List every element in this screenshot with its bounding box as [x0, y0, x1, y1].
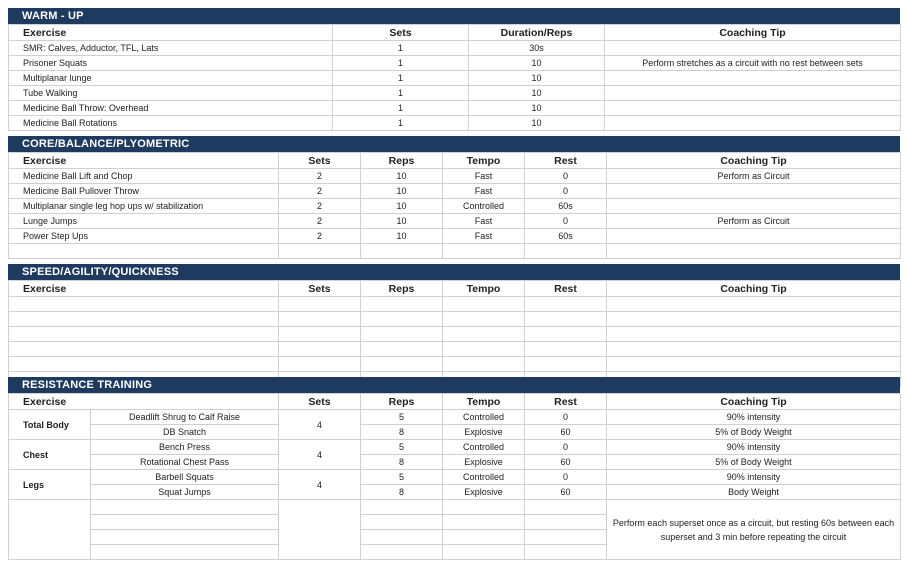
duration-cell: 10 [469, 101, 605, 116]
sets-cell: 4 [279, 410, 361, 440]
table-row [9, 229, 901, 244]
exercise-cell: Medicine Ball Throw: Overhead [9, 101, 333, 116]
table-row [9, 116, 901, 131]
saq-section-header: SPEED/AGILITY/QUICKNESS [8, 264, 900, 280]
rest-cell: 0 [525, 184, 607, 199]
tempo-cell: Fast [443, 229, 525, 244]
sets-cell: 1 [333, 71, 469, 86]
tip-cell: 5% of Body Weight [607, 425, 901, 440]
core-header-row [9, 153, 901, 169]
warmup-section-header: WARM - UP [8, 8, 900, 24]
table-row [9, 244, 901, 259]
sets-cell: 1 [333, 101, 469, 116]
table-row [9, 71, 901, 86]
warmup-table [8, 24, 901, 131]
tempo-cell: Controlled [443, 470, 525, 485]
table-row [9, 455, 901, 470]
rest-cell: 60 [525, 485, 607, 500]
table-row [9, 184, 901, 199]
table-row [9, 41, 901, 56]
tempo-cell: Controlled [443, 199, 525, 214]
reps-cell: 8 [361, 425, 443, 440]
col-header-coaching-tip: Coaching Tip [607, 394, 901, 410]
col-header-coaching-tip: Coaching Tip [605, 25, 901, 41]
col-header-sets: Sets [279, 153, 361, 169]
tip-cell: Perform stretches as a circuit with no rest between sets [605, 56, 901, 71]
exercise-cell: Medicine Ball Pullover Throw [9, 184, 279, 199]
reps-cell: 10 [361, 214, 443, 229]
resistance-header-row [9, 394, 901, 410]
reps-cell: 5 [361, 470, 443, 485]
col-header-exercise: Exercise [9, 394, 279, 410]
footer-note: Perform each superset once as a circuit, but resting 60s between each superset and 3 min before repeating the circuit [607, 500, 901, 560]
table-row [9, 169, 901, 184]
exercise-cell: SMR: Calves, Adductor, TFL, Lats [9, 41, 333, 56]
col-header-reps: Reps [361, 281, 443, 297]
tip-cell: Perform as Circuit [607, 169, 901, 184]
rest-cell: 0 [525, 169, 607, 184]
col-header-sets: Sets [279, 394, 361, 410]
reps-cell: 10 [361, 184, 443, 199]
tip-cell: 90% intensity [607, 440, 901, 455]
saq-table [8, 280, 901, 387]
tempo-cell: Explosive [443, 425, 525, 440]
col-header-rest: Rest [525, 394, 607, 410]
tip-cell [605, 86, 901, 101]
exercise-cell: Barbell Squats [91, 470, 279, 485]
tip-cell [607, 184, 901, 199]
exercise-cell: Squat Jumps [91, 485, 279, 500]
duration-cell: 10 [469, 56, 605, 71]
exercise-cell: Prisoner Squats [9, 56, 333, 71]
exercise-cell: Medicine Ball Rotations [9, 116, 333, 131]
rest-cell: 60s [525, 199, 607, 214]
col-header-sets: Sets [279, 281, 361, 297]
tempo-cell: Controlled [443, 440, 525, 455]
col-header-tempo: Tempo [443, 281, 525, 297]
tip-cell [607, 199, 901, 214]
table-row [9, 297, 901, 312]
group-label: Legs [9, 470, 91, 500]
tip-cell [607, 229, 901, 244]
table-row [9, 327, 901, 342]
sets-cell: 2 [279, 184, 361, 199]
col-header-exercise: Exercise [9, 25, 333, 41]
warmup-header-row [9, 25, 901, 41]
exercise-cell: Tube Walking [9, 86, 333, 101]
tip-cell [605, 41, 901, 56]
tip-cell [605, 101, 901, 116]
sets-cell: 2 [279, 214, 361, 229]
col-header-tempo: Tempo [443, 153, 525, 169]
reps-cell: 5 [361, 410, 443, 425]
col-header-exercise: Exercise [9, 281, 279, 297]
exercise-cell: Rotational Chest Pass [91, 455, 279, 470]
saq-header-row [9, 281, 901, 297]
exercise-cell: Multiplanar lunge [9, 71, 333, 86]
duration-cell: 30s [469, 41, 605, 56]
sets-cell: 1 [333, 41, 469, 56]
rest-cell: 60 [525, 425, 607, 440]
group-label: Total Body [9, 410, 91, 440]
resistance-table [8, 393, 901, 560]
duration-cell: 10 [469, 86, 605, 101]
tip-cell: 5% of Body Weight [607, 455, 901, 470]
table-row [9, 485, 901, 500]
sets-cell: 1 [333, 56, 469, 71]
reps-cell: 8 [361, 485, 443, 500]
reps-cell: 10 [361, 169, 443, 184]
sets-cell: 1 [333, 116, 469, 131]
col-header-coaching-tip: Coaching Tip [607, 153, 901, 169]
sets-cell: 4 [279, 470, 361, 500]
sets-cell: 2 [279, 199, 361, 214]
tempo-cell: Fast [443, 169, 525, 184]
tempo-cell: Explosive [443, 485, 525, 500]
core-section-header: CORE/BALANCE/PLYOMETRIC [8, 136, 900, 152]
table-row [9, 500, 901, 515]
table-row [9, 440, 901, 455]
sets-cell: 1 [333, 86, 469, 101]
rest-cell: 0 [525, 214, 607, 229]
table-row [9, 312, 901, 327]
exercise-cell: DB Snatch [91, 425, 279, 440]
group-label: Chest [9, 440, 91, 470]
exercise-cell: Deadlift Shrug to Calf Raise [91, 410, 279, 425]
col-header-sets: Sets [333, 25, 469, 41]
tip-cell: Body Weight [607, 485, 901, 500]
reps-cell: 10 [361, 229, 443, 244]
reps-cell: 5 [361, 440, 443, 455]
exercise-cell: Power Step Ups [9, 229, 279, 244]
col-header-rest: Rest [525, 281, 607, 297]
rest-cell: 0 [525, 410, 607, 425]
tip-cell: Perform as Circuit [607, 214, 901, 229]
core-table [8, 152, 901, 259]
table-row [9, 214, 901, 229]
exercise-cell: Medicine Ball Lift and Chop [9, 169, 279, 184]
rest-cell: 0 [525, 440, 607, 455]
table-row [9, 342, 901, 357]
table-row [9, 357, 901, 372]
table-row [9, 410, 901, 425]
reps-cell: 8 [361, 455, 443, 470]
tip-cell: 90% intensity [607, 410, 901, 425]
duration-cell: 10 [469, 71, 605, 86]
col-header-reps: Reps [361, 153, 443, 169]
reps-cell: 10 [361, 199, 443, 214]
duration-cell: 10 [469, 116, 605, 131]
col-header-duration: Duration/Reps [469, 25, 605, 41]
exercise-cell: Bench Press [91, 440, 279, 455]
table-row [9, 470, 901, 485]
tip-cell [605, 116, 901, 131]
table-row [9, 56, 901, 71]
col-header-reps: Reps [361, 394, 443, 410]
exercise-cell: Lunge Jumps [9, 214, 279, 229]
table-row [9, 199, 901, 214]
rest-cell: 0 [525, 470, 607, 485]
rest-cell: 60s [525, 229, 607, 244]
sets-cell: 4 [279, 440, 361, 470]
sets-cell: 2 [279, 169, 361, 184]
sets-cell: 2 [279, 229, 361, 244]
table-row [9, 86, 901, 101]
col-header-exercise: Exercise [9, 153, 279, 169]
col-header-tempo: Tempo [443, 394, 525, 410]
tip-cell: 90% intensity [607, 470, 901, 485]
exercise-cell: Multiplanar single leg hop ups w/ stabilization [9, 199, 279, 214]
tip-cell [605, 71, 901, 86]
resistance-section-header: RESISTANCE TRAINING [8, 377, 900, 393]
rest-cell: 60 [525, 455, 607, 470]
table-row [9, 425, 901, 440]
tempo-cell: Explosive [443, 455, 525, 470]
col-header-rest: Rest [525, 153, 607, 169]
col-header-coaching-tip: Coaching Tip [607, 281, 901, 297]
tempo-cell: Controlled [443, 410, 525, 425]
tempo-cell: Fast [443, 184, 525, 199]
tempo-cell: Fast [443, 214, 525, 229]
table-row [9, 101, 901, 116]
